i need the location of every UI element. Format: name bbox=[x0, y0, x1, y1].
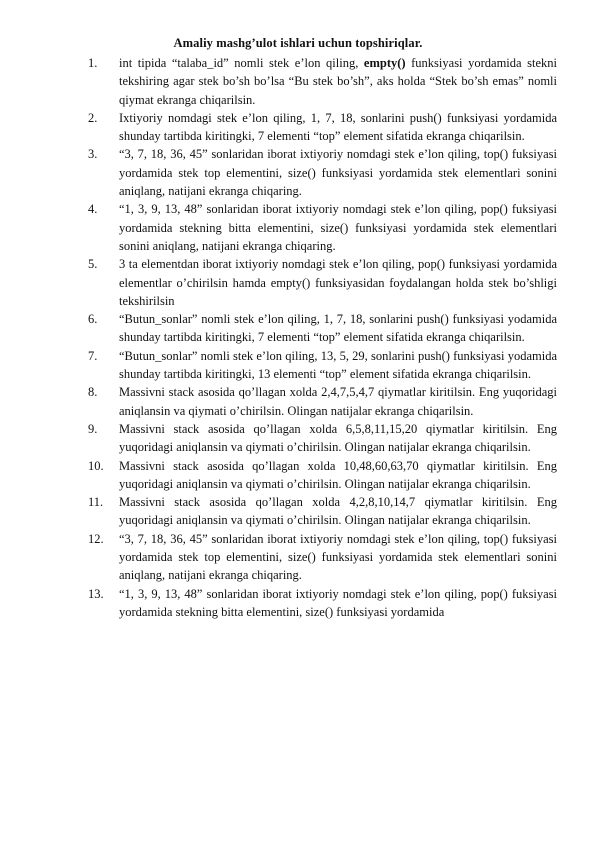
list-item-text-part: “Butun_sonlar” nomli stek e’lon qiling, 1, 7, 18, sonlarini push() funksiyasi yodamida shunday tartibda kiritingki, 7 elementi “top” element sifatida ekranga chiqarilsin. bbox=[119, 312, 557, 345]
list-item-text bbox=[119, 109, 557, 146]
list-item bbox=[0, 54, 596, 109]
list-item bbox=[0, 255, 596, 310]
list-item-text bbox=[119, 420, 557, 457]
list-item bbox=[0, 585, 596, 622]
list-item-text bbox=[119, 383, 557, 420]
list-item-text bbox=[119, 310, 557, 347]
list-item-text bbox=[119, 255, 557, 310]
list-item-number: 1. bbox=[88, 56, 98, 70]
list-item-number: 3. bbox=[88, 147, 98, 162]
list-item bbox=[0, 200, 596, 255]
list-item-text-part: funksiyasi yordamida stekni tekshiring agar stek bo’sh bo’lsa “Bu stek bo’sh”, aks holda “Stek bo’sh emas” nomli qiymat ekranga chiqarilsin. bbox=[119, 56, 557, 107]
list-item-number: 12. bbox=[88, 531, 104, 546]
list-item-text bbox=[119, 347, 557, 384]
list-item bbox=[0, 493, 596, 530]
list-item-text-part: 3 ta elementdan iborat ixtiyoriy nomdagi stek e’lon qiling, pop() funksiyasi yordamida elementlar o’chirilsin hamda empty() funksiyasidan foydalangan holda stek bo’shligi tekshirilsin bbox=[119, 257, 557, 308]
list-item-number: 13. bbox=[88, 586, 104, 601]
list-item-text-part: “3, 7, 18, 36, 45” sonlaridan iborat ixtiyoriy nomdagi stek e’lon qiling, top() fuksiyasi yordamida stek top elementini, size() funksiyasi yordamida stek elementlari sonini aniqlang, natijani ekranga chiqaring. bbox=[119, 147, 557, 199]
list-item-text-part: Massivni stack asosida qo’llagan xolda 6,5,8,11,15,20 qiymatlar kiritilsin. Eng yuqoridagi aniqlansin va qiymati o’chirilsin. Olingan natijalar ekranga chiqarilsin. bbox=[119, 421, 557, 455]
page-title: Amaliy mashg’ulot ishlari uchun topshiriqlar. bbox=[173, 36, 423, 50]
list-item bbox=[0, 457, 596, 494]
list-item-number: 4. bbox=[88, 202, 98, 217]
list-item bbox=[0, 310, 596, 347]
list-item bbox=[0, 530, 596, 585]
list-item-number: 8. bbox=[88, 385, 98, 400]
list-item-text-bold: empty() bbox=[363, 56, 406, 70]
list-item-text-part: Ixtiyoriy nomdagi stek e’lon qiling, 1, 7, 18, sonlarini push() funksiyasi yordamida shunday tartibda kiritingki, 7 elementi “top” element sifatida ekranga chiqarilsin. bbox=[119, 110, 557, 144]
list-item bbox=[0, 109, 596, 146]
list-item-text bbox=[119, 530, 557, 585]
list-item-text bbox=[119, 585, 557, 622]
list-item-text-part: Massivni stack asosida qo’llagan xolda 4,2,8,10,14,7 qiymatlar kiritilsin. Eng yuqoridagi aniqlansin va qiymati o’chirilsin. Olingan natijalar ekranga chiqarilsin. bbox=[119, 495, 557, 528]
list-item-number: 10. bbox=[88, 458, 104, 473]
list-item-text bbox=[119, 493, 557, 530]
list-item bbox=[0, 383, 596, 420]
list-item bbox=[0, 145, 596, 200]
list-item-text-part: Massivni stack asosida qo’llagan xolda 2,4,7,5,4,7 qiymatlar kiritilsin. Eng yuqoridagi aniqlansin va qiymati o’chirilsin. Olingan natijalar ekranga chiqarilsin. bbox=[119, 385, 557, 418]
list-item-text bbox=[119, 145, 557, 200]
task-list bbox=[0, 54, 596, 621]
list-item-number: 6. bbox=[88, 312, 98, 327]
list-item-text bbox=[119, 54, 557, 109]
list-item-text bbox=[119, 200, 557, 255]
list-item-text-part: “1, 3, 9, 13, 48” sonlaridan iborat ixtiyoriy nomdagi stek e’lon qiling, pop() fuksiyasi yordamida stekning bitta elementini, size() funksiyasi yordamida bbox=[119, 586, 557, 619]
list-item-text-part: int tipida “talaba_id” nomli stek e’lon qiling, bbox=[119, 56, 364, 70]
list-item-number: 2. bbox=[88, 110, 98, 125]
list-item-number: 9. bbox=[88, 421, 98, 436]
list-item-number: 11. bbox=[88, 495, 104, 510]
list-item-text-part: “3, 7, 18, 36, 45” sonlaridan iborat ixtiyoriy nomdagi stek e’lon qiling, top() fuksiyasi yordamida stek top elementini, size() funksiyasi yordamida stek elementlari sonini aniqlang, natijani ekranga chiqaring. bbox=[119, 531, 557, 583]
list-item-number: 5. bbox=[88, 257, 98, 272]
list-item bbox=[0, 420, 596, 457]
list-item-text-part: “1, 3, 9, 13, 48” sonlaridan iborat ixtiyoriy nomdagi stek e’lon qiling, pop() fuksiyasi yordamida stekning bitta elementini, size() funksiyasi yordamida stek elementlari sonini aniqlang, natijani ekranga chiqaring. bbox=[119, 202, 557, 253]
list-item-text-part: “Butun_sonlar” nomli stek e’lon qiling, 13, 5, 29, sonlarini push() funksiyasi yodamida shunday tartibda kiritingki, 13 elementi “top” element sifatida ekranga chiqarilsin. bbox=[119, 348, 557, 382]
list-item bbox=[0, 347, 596, 384]
list-item-number: 7. bbox=[88, 348, 98, 363]
list-item-text bbox=[119, 457, 557, 494]
list-item-text-part: Massivni stack asosida qo’llagan xolda 10,48,60,63,70 qiymatlar kiritilsin. Eng yuqoridagi aniqlansin va qiymati o’chirilsin. Olingan natijalar ekranga chiqarilsin. bbox=[119, 458, 557, 491]
